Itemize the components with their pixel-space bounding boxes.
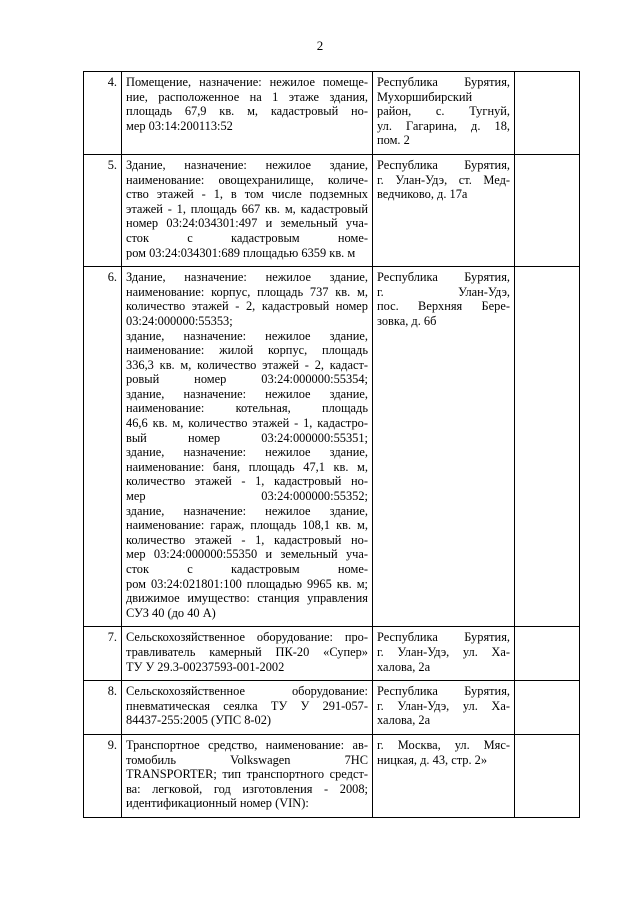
property-description-line: мер 03:24:000000:55350 и земельный уча- bbox=[126, 547, 368, 562]
property-description-line: Транспортное средство, наименование: ав- bbox=[126, 737, 368, 752]
property-address-line: пос. Верхняя Бере- bbox=[377, 299, 510, 314]
property-description-line: здание, назначение: нежилое здание, bbox=[126, 503, 368, 518]
property-address bbox=[373, 681, 515, 735]
property-description-line: мер 03:14:200113:52 bbox=[126, 118, 233, 133]
property-address-line: ул. Гагарина, д. 18, bbox=[377, 118, 510, 133]
table-row bbox=[84, 681, 580, 735]
property-description-line: Сельскохозяйственное оборудование: bbox=[126, 684, 368, 699]
property-description-line: здание, назначение: нежилое здание, bbox=[126, 445, 368, 460]
property-address-line: район, с. Тугнуй, bbox=[377, 104, 510, 119]
property-description-line: ровый номер 03:24:000000:55354; bbox=[126, 372, 368, 387]
property-description-line: травливатель камерный ПК-20 «Супер» bbox=[126, 644, 368, 659]
property-address bbox=[373, 72, 515, 155]
property-description-line: ние, расположенное на 1 этаже здания, bbox=[126, 89, 368, 104]
property-description-line: наименование: котельная, площадь bbox=[126, 401, 368, 416]
row-number: 8. bbox=[84, 681, 122, 735]
property-description-line: наименование: жилой корпус, площадь bbox=[126, 343, 368, 358]
property-table bbox=[83, 71, 580, 818]
property-description-line: ром 03:24:034301:689 площадью 6359 кв. м bbox=[126, 245, 356, 260]
property-description-line: наименование: овощехранилище, количе- bbox=[126, 172, 368, 187]
property-description-line: 336,3 кв. м, количество этажей - 2, кадаст- bbox=[126, 357, 368, 372]
property-table-body bbox=[84, 72, 580, 818]
property-description bbox=[122, 681, 373, 735]
property-address-line: зовка, д. 6б bbox=[377, 313, 437, 328]
property-description-line: томобиль Volkswagen 7HC bbox=[126, 752, 368, 767]
property-address bbox=[373, 734, 515, 817]
property-address bbox=[373, 267, 515, 627]
property-address-line: г. Улан-Удэ, ул. Ха- bbox=[377, 644, 510, 659]
property-description-line: количество этажей - 1, кадастровый но- bbox=[126, 532, 368, 547]
property-description-line: TRANSPORTER; тип транспортного средст- bbox=[126, 767, 368, 782]
property-description bbox=[122, 734, 373, 817]
property-description-line: здание, назначение: нежилое здание, bbox=[126, 328, 368, 343]
property-address-line: Республика Бурятия, bbox=[377, 630, 510, 645]
property-description-line: движимое имущество: станция управления bbox=[126, 591, 368, 606]
property-description-line: наименование: баня, площадь 47,1 кв. м, bbox=[126, 459, 368, 474]
table-row bbox=[84, 154, 580, 266]
property-address-line: Республика Бурятия, bbox=[377, 75, 510, 89]
property-description-line: номер 03:24:034301:497 и земельный уча- bbox=[126, 216, 368, 231]
property-description-line: сток с кадастровым номе- bbox=[126, 230, 368, 245]
property-description-line: СУЗ 40 (до 40 А) bbox=[126, 605, 216, 620]
property-description-line: ром 03:24:021801:100 площадью 9965 кв. м; bbox=[126, 576, 368, 591]
table-row bbox=[84, 267, 580, 627]
property-description-line: ТУ У 29.3-00237593-001-2002 bbox=[126, 659, 285, 674]
property-description-line: идентификационный номер (VIN): bbox=[126, 796, 309, 811]
property-description-line: Сельскохозяйственное оборудование: про- bbox=[126, 630, 368, 645]
property-description-line: 46,6 кв. м, количество этажей - 1, кадастро- bbox=[126, 416, 368, 431]
empty-cell bbox=[515, 72, 580, 155]
property-description-line: наименование: гараж, площадь 108,1 кв. м, bbox=[126, 518, 368, 533]
property-description-line: 03:24:000000:55353; bbox=[126, 313, 233, 328]
property-description-line: ва: легковой, год изготовления - 2008; bbox=[126, 781, 368, 796]
row-number: 4. bbox=[84, 72, 122, 155]
row-number: 9. bbox=[84, 734, 122, 817]
property-address-line: г. Улан-Удэ, ст. Мед- bbox=[377, 172, 510, 187]
property-address-line: ведчиково, д. 17а bbox=[377, 187, 468, 202]
property-description bbox=[122, 267, 373, 627]
property-description-line: Здание, назначение: нежилое здание, bbox=[126, 270, 368, 285]
property-description-line: количество этажей - 2, кадастровый номер bbox=[126, 299, 368, 314]
property-address-line: халова, 2а bbox=[377, 713, 431, 728]
property-address-line: Республика Бурятия, bbox=[377, 157, 510, 172]
property-description-line: Здание, назначение: нежилое здание, bbox=[126, 157, 368, 172]
row-number: 7. bbox=[84, 627, 122, 681]
table-row bbox=[84, 72, 580, 155]
property-address-line: пом. 2 bbox=[377, 133, 410, 148]
row-number: 6. bbox=[84, 267, 122, 627]
property-description-line: здание, назначение: нежилое здание, bbox=[126, 386, 368, 401]
property-address-line: г. Улан-Удэ, bbox=[377, 284, 510, 299]
property-address-line: халова, 2а bbox=[377, 659, 431, 674]
property-description-line: вый номер 03:24:000000:55351; bbox=[126, 430, 368, 445]
property-description-line: наименование: корпус, площадь 737 кв. м, bbox=[126, 284, 368, 299]
table-row bbox=[84, 734, 580, 817]
property-address bbox=[373, 154, 515, 266]
property-address-line: Республика Бурятия, bbox=[377, 684, 510, 699]
property-address-line: г. Улан-Удэ, ул. Ха- bbox=[377, 698, 510, 713]
empty-cell bbox=[515, 154, 580, 266]
property-description bbox=[122, 154, 373, 266]
property-address-line: Республика Бурятия, bbox=[377, 270, 510, 285]
property-address-line: Мухоршибирский bbox=[377, 89, 473, 104]
property-description-line: ство этажей - 1, в том числе подземных bbox=[126, 187, 368, 202]
empty-cell bbox=[515, 267, 580, 627]
property-description-line: количество этажей - 1, кадастровый но- bbox=[126, 474, 368, 489]
property-description-line: Помещение, назначение: нежилое помеще- bbox=[126, 75, 368, 89]
property-description-line: сток с кадастровым номе- bbox=[126, 562, 368, 576]
empty-cell bbox=[515, 627, 580, 681]
property-description-line: площадь 67,9 кв. м, кадастровый но- bbox=[126, 104, 368, 119]
page-number: 2 bbox=[316, 38, 324, 53]
row-number: 5. bbox=[84, 154, 122, 266]
property-description-line: пневматическая сеялка ТУ У 291-057- bbox=[126, 698, 368, 713]
empty-cell bbox=[515, 681, 580, 735]
property-description-line: этажей - 1, площадь 667 кв. м, кадастровый bbox=[126, 201, 368, 216]
property-description-line: 84437-255:2005 (УПС 8-02) bbox=[126, 713, 272, 728]
property-description bbox=[122, 627, 373, 681]
table-row bbox=[84, 627, 580, 681]
property-description-line: мер 03:24:000000:55352; bbox=[126, 489, 368, 504]
property-description bbox=[122, 72, 373, 155]
property-address-line: г. Москва, ул. Мяс- bbox=[377, 737, 510, 752]
property-address bbox=[373, 627, 515, 681]
empty-cell bbox=[515, 734, 580, 817]
property-address-line: ницкая, д. 43, стр. 2» bbox=[377, 752, 488, 767]
